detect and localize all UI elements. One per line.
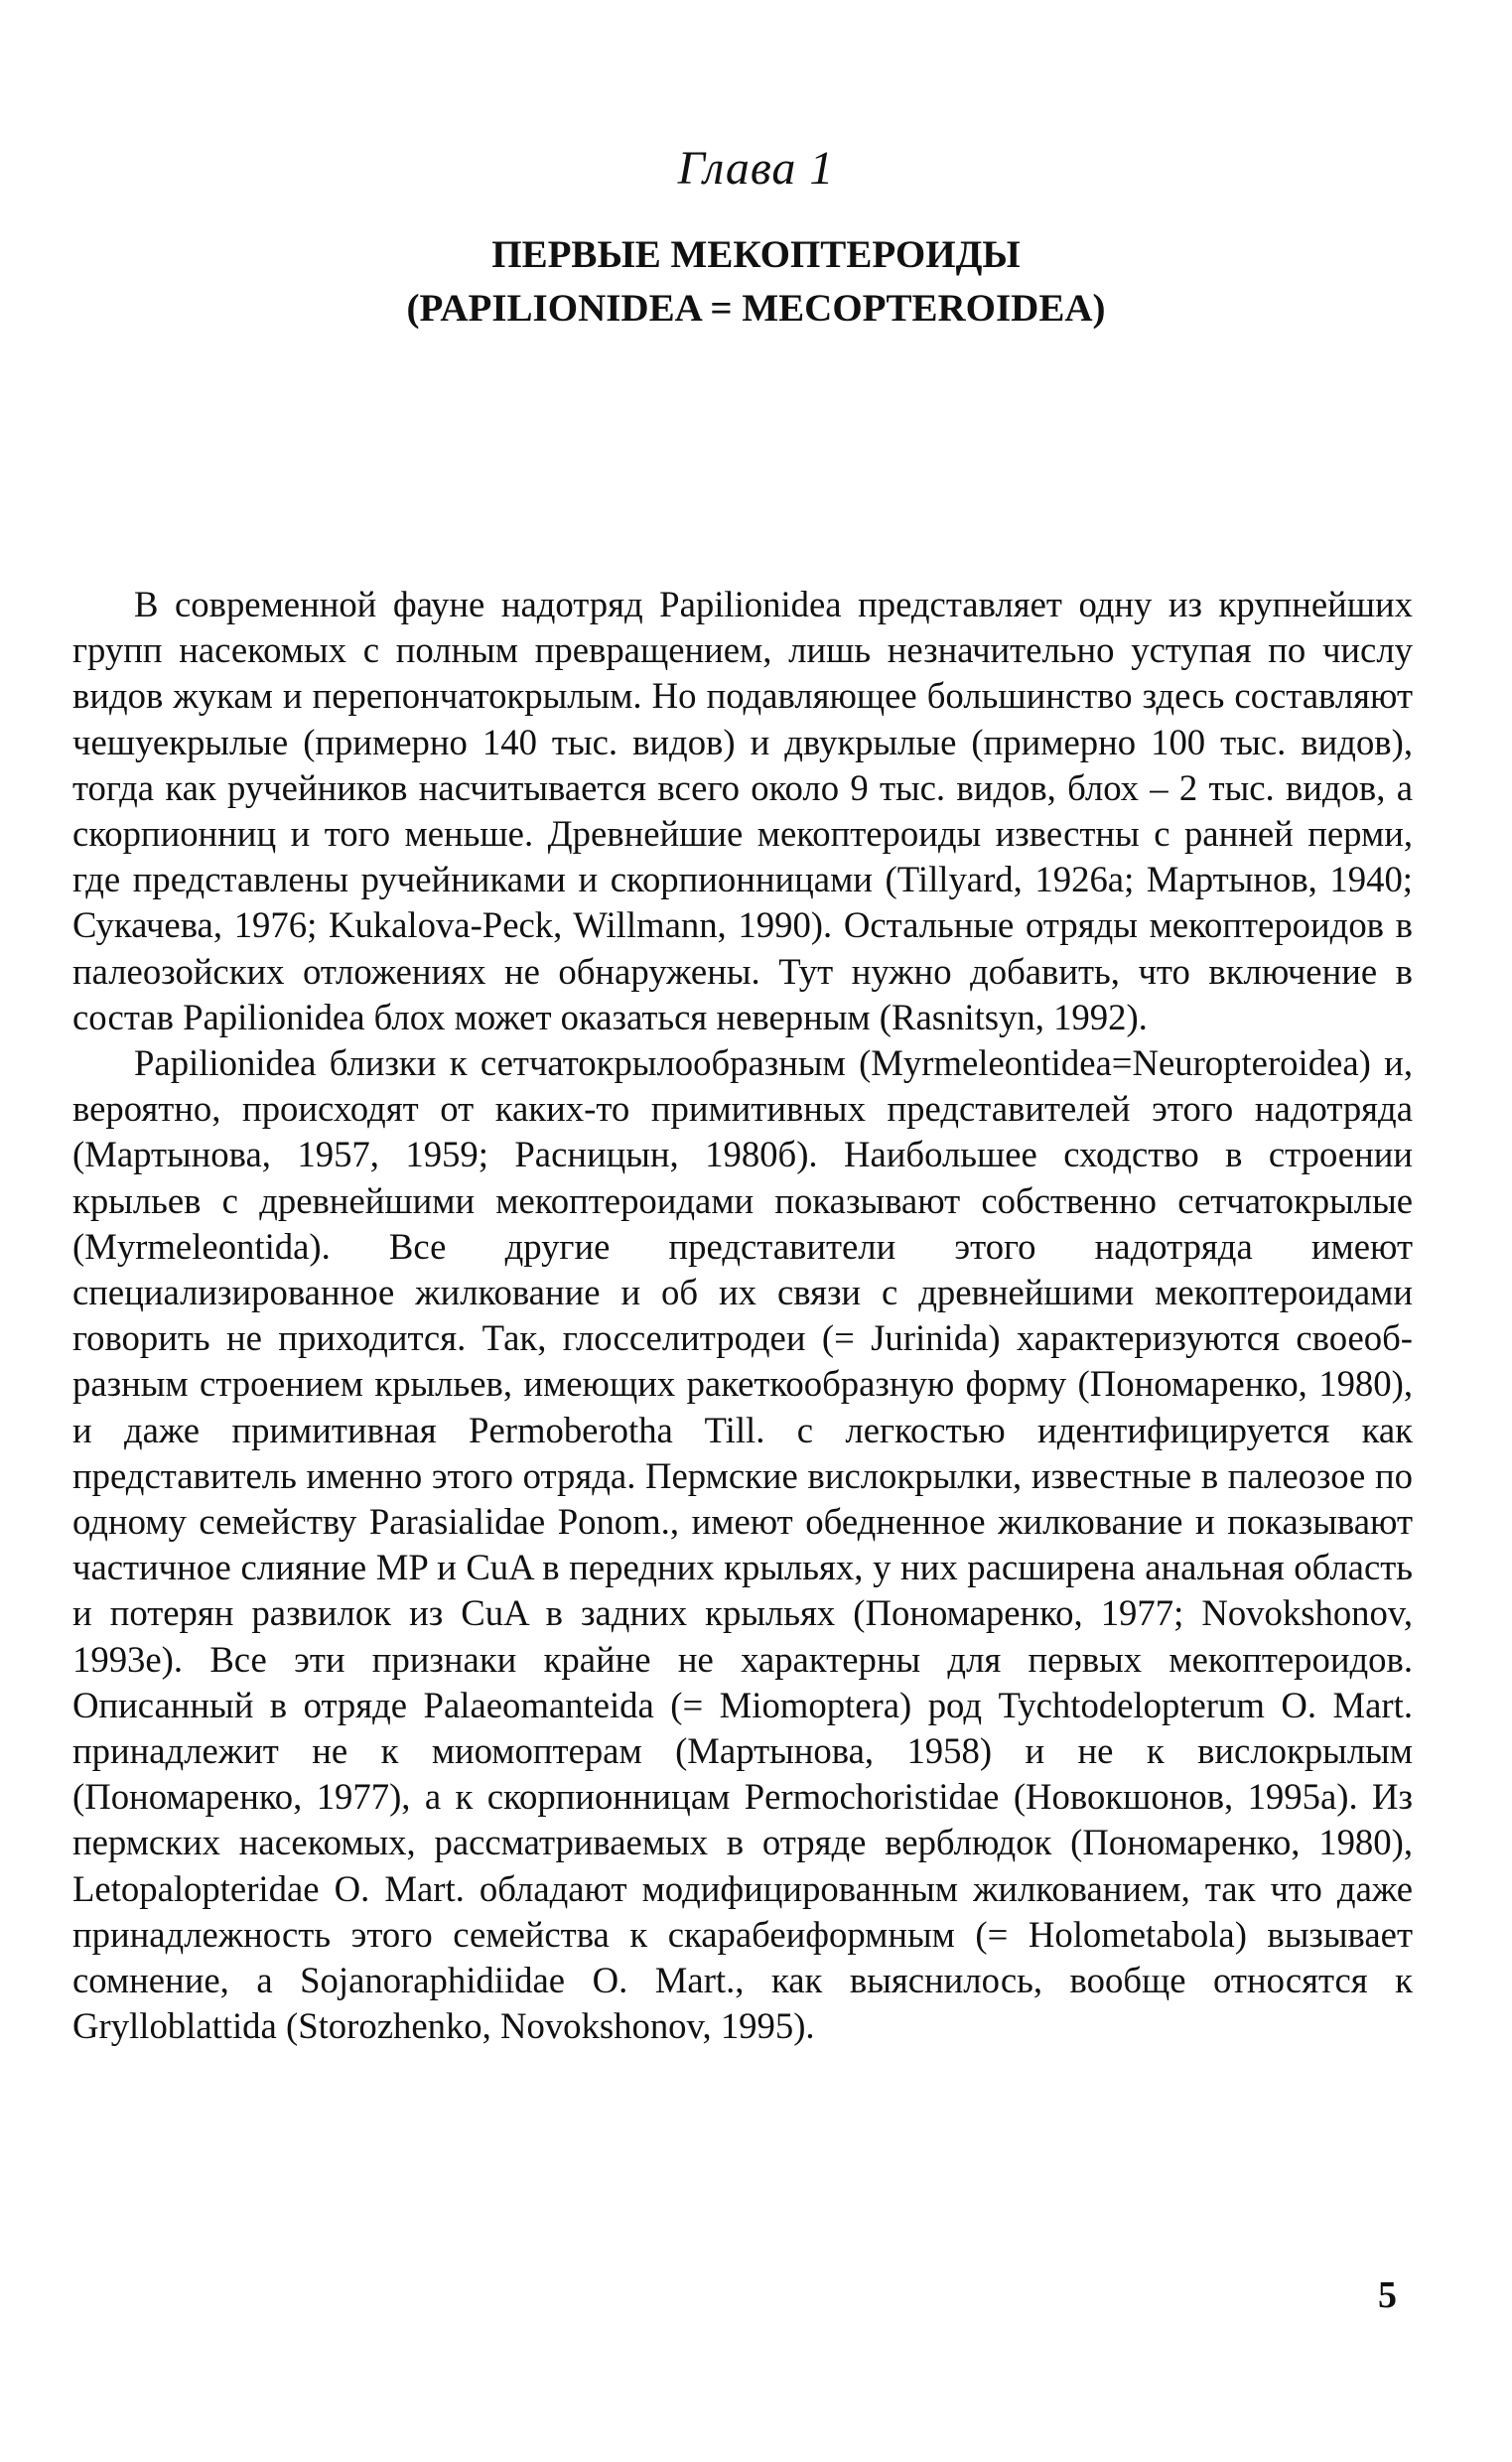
chapter-title-line-1: ПЕРВЫЕ МЕКОПТЕРОИДЫ (491, 233, 1021, 276)
chapter-title-line-2: (PAPILIONIDEA = MECOPTEROIDEA) (406, 287, 1106, 330)
chapter-label: Глава 1 (677, 142, 835, 195)
chapter-title (0, 228, 1512, 336)
paragraph-2: Papilionidea близки к сетчатокрылообразным (Myrmeleontidea=Neuropteroidea) и, вероятно, происходят от каких-то примитивных представителей этого надотряда (Мартынова, 1957, 1959; Расницын, 1980б). Наибольшее сходство в строении крыльев с древнейшими мекоптероидами показывают собственно сетчатокрылые (Myrmeleontida). Все другие представители этого надотряда имеют специализированное жилкование и об их связи с древнейшими мекоптероидами говорить не приходится. Так, глосселитродеи (= Jurinida) характеризуются своеобразным строением крыльев, имеющих ракеткообразную форму (Пономаренко, 1980), и даже примитивная Permoberotha Till. с легкостью идентифицируется как представитель именно этого отряда. Пермские вислокрылки, известные в палеозое по одному семейству Parasialidae Ponom., имеют обедненное жилкование и показывают частичное слияние MP и CuA в передних крыльях, у них расширена анальная область и потерян развилок из CuA в задних крыльях (Пономаренко, 1977; Novokshonov, 1993е). Все эти признаки крайне не характерны для первых мекоптероидов. Описанный в отряде Palaeomanteida (= Miomoptera) род Tychtodelopterum O. Mart. принадлежит не к миомоптерам (Мартынова, 1958) и не к вислокрылым (Пономаренко, 1977), а к скорпионницам Permochoristidae (Новокшонов, 1995а). Из пермских насекомых, рассматриваемых в отряде верблюдок (Пономаренко, 1980), Letopalopteridae O. Mart. обладают модифицированным жилкованием, так что даже принадлежность этого семейства к скарабеиформным (= Holometabola) вызывает сомнение, а Sojanoraphidiidae O. Mart., как выяснилось, вообще относятся к Grylloblattida (Storozhenko, Novokshonov, 1995). (72, 1042, 1413, 2047)
page-number: 5 (1378, 2274, 1397, 2316)
body-text (72, 582, 1413, 2050)
paragraph-1: В современной фауне надотряд Papilionidea представляет одну из крупнейших групп насекомых с полным превращением, лишь незначительно уступая по числу видов жукам и перепончатокрылым. Но подавляющее большинство здесь составляют чешуекрылые (примерно 140 тыс. видов) и двукрылые (примерно 100 тыс. видов), тогда как ручейников насчитывается всего около 9 тыс. видов, блох – 2 тыс. видов, а скорпионниц и того меньше. Древнейшие мекоптероиды известны с ранней перми, где представлены ручейниками и скорпионницами (Tillyard, 1926а; Мартынов, 1940; Сукачева, 1976; Kukalova-Peck, Willmann, 1990). Остальные отряды мекоптероидов в палеозойских отложениях не обнаружены. Тут нужно добавить, что включение в состав Papilionidea блох может оказаться неверным (Rasnitsyn, 1992). (72, 584, 1413, 1037)
